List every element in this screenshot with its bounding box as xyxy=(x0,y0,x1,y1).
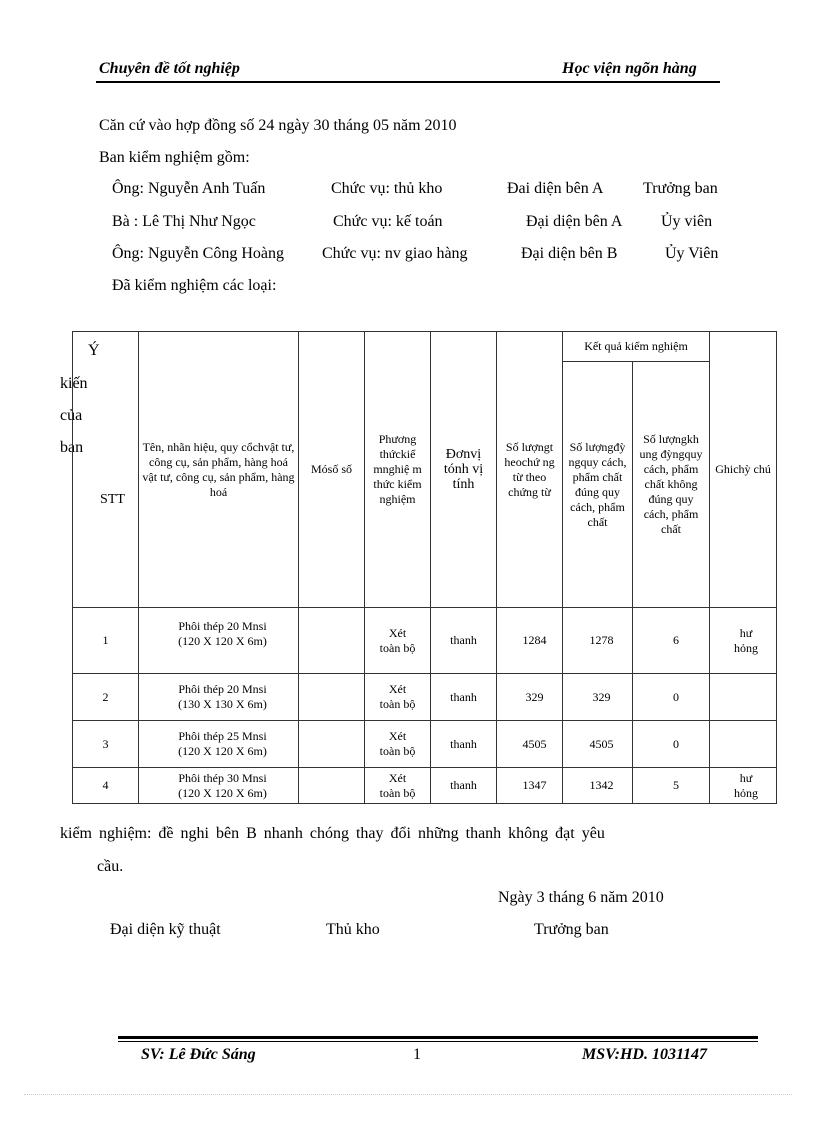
row-name xyxy=(139,721,299,768)
header-method: Phương thứckiể mnghiệ m thức kiểm nghiệm xyxy=(365,332,431,608)
row-qty-doc: 4505 xyxy=(497,721,563,768)
row-code xyxy=(299,608,365,674)
row-unit: thanh xyxy=(431,608,497,674)
row-stt: 3 xyxy=(73,721,139,768)
footer-student: SV: Lê Đức Sáng xyxy=(141,1046,256,1063)
row-unit: thanh xyxy=(431,721,497,768)
row-qty-doc: 1347 xyxy=(497,768,563,804)
row-name-line2: (120 X 120 X 6m) xyxy=(178,785,267,800)
row-name-line1: Phôi thép 20 Mnsi xyxy=(178,618,267,633)
header-code: Mósố số xyxy=(299,332,365,608)
row-stt: 4 xyxy=(73,768,139,804)
inspected-items-line: Đã kiểm nghiệm các loại: xyxy=(112,277,277,294)
footer-page-number: 1 xyxy=(413,1046,421,1063)
member-1-name: Ông: Nguyễn Anh Tuấn xyxy=(112,180,266,197)
row-method xyxy=(365,768,431,804)
header-qty-bad: Số lượngkh ung đỳngquy cách, phẩm chất không đúng quy cách, phẩm chất xyxy=(633,362,710,608)
member-1-rep: Đai diện bên A xyxy=(507,180,604,197)
row-name-line1: Phôi thép 25 Mnsi xyxy=(178,729,267,743)
row-method-line2: toàn bộ xyxy=(379,697,416,711)
row-method-line1: Xét xyxy=(388,729,407,743)
row-qty-bad: 6 xyxy=(633,608,710,674)
contract-line: Căn cứ vào hợp đồng số 24 ngày 30 tháng 05 năm 2010 xyxy=(99,117,457,134)
header-unit: Đơnvị tónh vị tính xyxy=(431,332,497,608)
table-row xyxy=(73,721,777,768)
row-name-line2: (120 X 120 X 6m) xyxy=(178,633,267,648)
footer-student-id: MSV:HD. 1031147 xyxy=(582,1046,708,1063)
row-qty-doc: 329 xyxy=(497,674,563,721)
row-name xyxy=(139,674,299,721)
page-bottom-border xyxy=(24,1094,792,1095)
row-name xyxy=(139,768,299,804)
row-code xyxy=(299,674,365,721)
row-note-line1: hư xyxy=(739,625,753,640)
row-method xyxy=(365,674,431,721)
committee-line: Ban kiểm nghiệm gồm: xyxy=(99,149,250,166)
row-method-line2: toàn bộ xyxy=(379,785,416,800)
header-note: Ghichỳ chú xyxy=(710,332,777,608)
row-qty-ok: 1342 xyxy=(563,768,633,804)
member-3-title: Ủy Viên xyxy=(665,245,719,262)
row-note-line2: hỏng xyxy=(734,640,759,655)
inspection-table xyxy=(72,331,777,804)
member-3-role: Chức vụ: nv giao hàng xyxy=(322,245,468,262)
table-row xyxy=(73,608,777,674)
conclusion-line1: kiểm nghiệm: đề nghi bên B nhanh chóng thay đổi những thanh không đạt yêu xyxy=(60,825,605,842)
opinion-label-kien: kiến xyxy=(60,375,88,392)
row-qty-ok: 4505 xyxy=(563,721,633,768)
footer-rule-thin xyxy=(118,1041,758,1042)
row-unit: thanh xyxy=(431,674,497,721)
row-note xyxy=(710,721,777,768)
member-3-rep: Đại diện bên B xyxy=(521,245,618,262)
row-qty-ok: 329 xyxy=(563,674,633,721)
row-method xyxy=(365,608,431,674)
member-1-title: Trưởng ban xyxy=(643,180,718,197)
header-qty-doc: Số lượngt heochứ ng từ theo chứng từ xyxy=(497,332,563,608)
signature-storekeeper: Thủ kho xyxy=(326,921,380,938)
table-header-row-1 xyxy=(73,332,777,362)
row-code xyxy=(299,721,365,768)
row-qty-bad: 0 xyxy=(633,721,710,768)
row-note xyxy=(710,608,777,674)
header-result-group: Kết quả kiểm nghiệm xyxy=(563,332,710,362)
footer-rule-thick xyxy=(118,1036,758,1039)
header-right: Học viện ngõn hàng xyxy=(562,60,697,77)
row-method-line1: Xét xyxy=(388,625,407,640)
table-row xyxy=(73,768,777,804)
opinion-label-y: Ý xyxy=(88,342,100,359)
signature-tech: Đại diện kỹ thuật xyxy=(110,921,221,938)
row-note-line2: hỏng xyxy=(734,785,759,800)
member-2-title: Ủy viên xyxy=(661,213,713,230)
header-rule xyxy=(96,81,720,83)
row-qty-doc: 1284 xyxy=(497,608,563,674)
row-note-line1: hư xyxy=(739,770,753,785)
row-name xyxy=(139,608,299,674)
row-method xyxy=(365,721,431,768)
member-1-role: Chức vụ: thủ kho xyxy=(331,180,443,197)
row-qty-bad: 0 xyxy=(633,674,710,721)
row-qty-ok: 1278 xyxy=(563,608,633,674)
signature-head: Trưởng ban xyxy=(534,921,609,938)
row-name-line2: (130 X 130 X 6m) xyxy=(178,697,267,711)
header-qty-ok: Số lượngđỳ ngquy cách, phẩm chất đúng quy cách, phẩm chất xyxy=(563,362,633,608)
member-2-rep: Đại diện bên A xyxy=(526,213,623,230)
row-method-line1: Xét xyxy=(388,682,407,696)
row-stt: 2 xyxy=(73,674,139,721)
row-method-line2: toàn bộ xyxy=(379,744,416,758)
member-3-name: Ông: Nguyễn Công Hoàng xyxy=(112,245,284,262)
header-name: Tên, nhãn hiệu, quy cổchvật tư, công cụ, sản phẩm, hàng hoá vật tư, công cụ, sản phẩm, hàng hoá xyxy=(139,332,299,608)
row-stt: 1 xyxy=(73,608,139,674)
table-row xyxy=(73,674,777,721)
row-note xyxy=(710,768,777,804)
opinion-label-cua: của xyxy=(60,407,83,424)
row-name-line1: Phôi thép 20 Mnsi xyxy=(178,682,267,696)
row-note xyxy=(710,674,777,721)
row-method-line2: toàn bộ xyxy=(379,640,416,655)
member-2-name: Bà : Lê Thị Như Ngọc xyxy=(112,213,256,230)
conclusion-line2: cầu. xyxy=(97,858,124,875)
row-name-line2: (120 X 120 X 6m) xyxy=(178,744,267,758)
row-name-line1: Phôi thép 30 Mnsi xyxy=(178,770,267,785)
member-2-role: Chức vụ: kế toán xyxy=(333,213,443,230)
date-line: Ngày 3 tháng 6 năm 2010 xyxy=(498,889,664,906)
row-unit: thanh xyxy=(431,768,497,804)
header-stt: STT xyxy=(73,332,139,608)
row-method-line1: Xét xyxy=(388,770,407,785)
header-left: Chuyên đề tốt nghiệp xyxy=(99,60,240,77)
row-qty-bad: 5 xyxy=(633,768,710,804)
opinion-label-ban: ban xyxy=(60,439,84,456)
row-code xyxy=(299,768,365,804)
